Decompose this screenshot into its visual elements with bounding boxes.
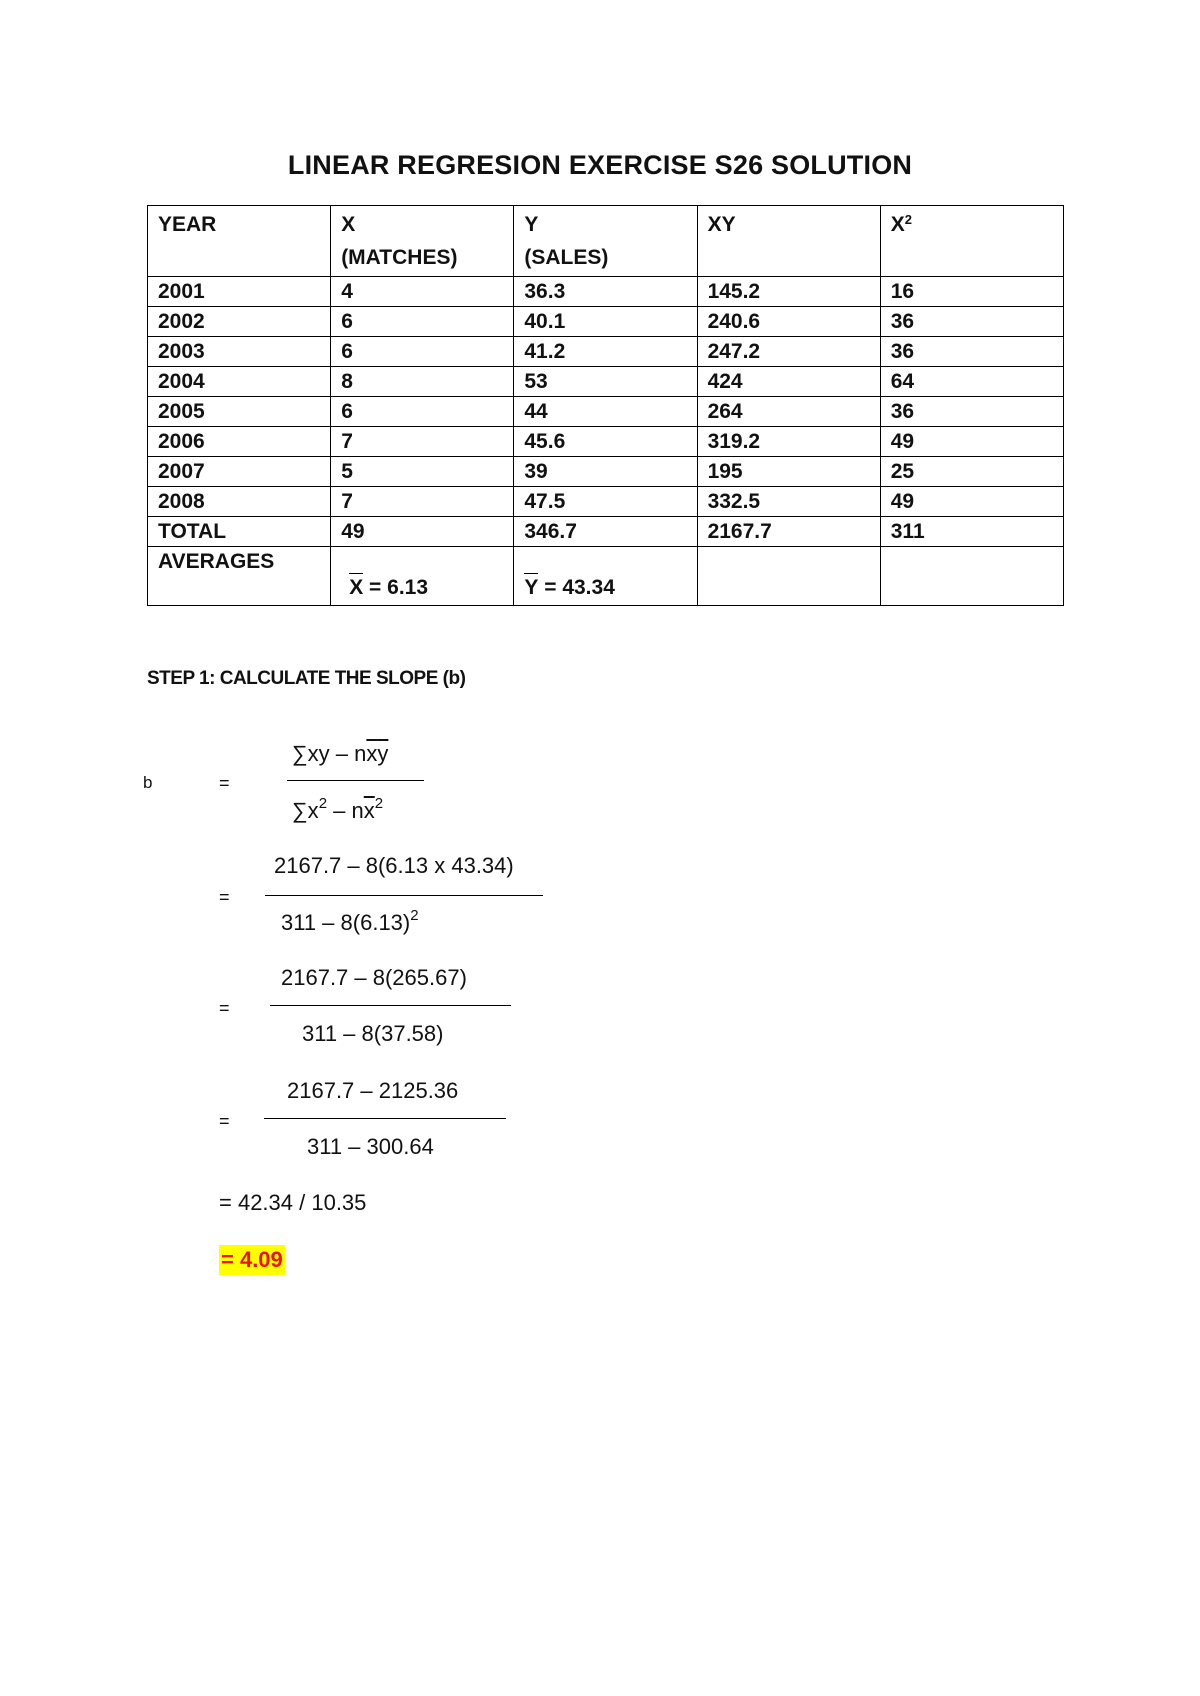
cell-x: 7	[331, 487, 514, 517]
equals-sign-0: =	[219, 773, 230, 793]
cell-x: 6	[331, 307, 514, 337]
cell-x: 5	[331, 457, 514, 487]
header-xy: XY	[697, 206, 880, 277]
x-bar-symbol: X	[349, 576, 364, 599]
cell-year: 2002	[148, 307, 331, 337]
line2-numerator: 2167.7 – 8(265.67)	[281, 965, 467, 990]
cell-x2: 16	[880, 277, 1063, 307]
average-x: X = 6.13	[331, 547, 514, 606]
header-y: Y (SALES)	[514, 206, 697, 277]
table-row	[148, 307, 1064, 337]
total-xy: 2167.7	[697, 517, 880, 547]
cell-y: 39	[514, 457, 697, 487]
line3-numerator: 2167.7 – 2125.36	[287, 1078, 459, 1103]
regression-table	[147, 205, 1064, 606]
line1-denominator: $311 - 8(6.13)^2$	[281, 907, 419, 935]
total-x-squared: 311	[880, 517, 1063, 547]
cell-year: 2001	[148, 277, 331, 307]
cell-y: 45.6	[514, 427, 697, 457]
cell-x2: 64	[880, 367, 1063, 397]
cell-xy: 247.2	[697, 337, 880, 367]
table-row	[148, 367, 1064, 397]
cell-y: 47.5	[514, 487, 697, 517]
cell-x: 4	[331, 277, 514, 307]
cell-y: 40.1	[514, 307, 697, 337]
cell-x2: 25	[880, 457, 1063, 487]
formula-numerator: $\sum xy - n\overline{x}\overline{y}$	[292, 741, 389, 766]
total-label: TOTAL	[148, 517, 331, 547]
average-x2-empty	[880, 547, 1063, 606]
cell-x2: 36	[880, 337, 1063, 367]
table-row	[148, 427, 1064, 457]
total-x: 49	[331, 517, 514, 547]
cell-x2: 49	[880, 427, 1063, 457]
cell-x: 6	[331, 337, 514, 367]
table-row	[148, 337, 1064, 367]
table-row	[148, 487, 1064, 517]
cell-xy: 195	[697, 457, 880, 487]
header-x: X (MATCHES)	[331, 206, 514, 277]
table-row	[148, 277, 1064, 307]
header-year: YEAR	[148, 206, 331, 277]
cell-x: 7	[331, 427, 514, 457]
average-y: Y = 43.34	[514, 547, 697, 606]
table-header-row	[148, 206, 1064, 277]
equals-sign-2: =	[219, 998, 230, 1018]
average-xy-empty	[697, 547, 880, 606]
total-y: 346.7	[514, 517, 697, 547]
cell-year: 2005	[148, 397, 331, 427]
line2-fraction-line	[270, 1005, 511, 1006]
document-title: LINEAR REGRESION EXERCISE S26 SOLUTION	[287, 150, 913, 180]
division-line: = 42.34 / 10.35	[219, 1190, 367, 1215]
cell-xy: 319.2	[697, 427, 880, 457]
line3-fraction-line	[264, 1118, 506, 1119]
cell-y: 53	[514, 367, 697, 397]
equals-sign-1: =	[219, 887, 230, 907]
line2-denominator: 311 – 8(37.58)	[302, 1021, 444, 1046]
formula-denominator: $\sum x^2 - n\overline{x}^2$	[292, 795, 384, 823]
total-row	[148, 517, 1064, 547]
table-row	[148, 397, 1064, 427]
cell-year: 2003	[148, 337, 331, 367]
cell-x2: 36	[880, 307, 1063, 337]
cell-y: 41.2	[514, 337, 697, 367]
cell-xy: 240.6	[697, 307, 880, 337]
equals-sign-3: =	[219, 1111, 230, 1131]
cell-x2: 49	[880, 487, 1063, 517]
cell-x2: 36	[880, 397, 1063, 427]
cell-xy: 264	[697, 397, 880, 427]
header-x-squared: $X^2$	[880, 206, 1063, 277]
table-row	[148, 457, 1064, 487]
line1-numerator: 2167.7 – 8(6.13 x 43.34)	[274, 853, 514, 878]
y-bar-symbol: Y	[524, 576, 539, 599]
formula-fraction-line	[287, 780, 424, 781]
cell-x: 6	[331, 397, 514, 427]
cell-y: 44	[514, 397, 697, 427]
cell-year: 2004	[148, 367, 331, 397]
cell-xy: 424	[697, 367, 880, 397]
cell-x: 8	[331, 367, 514, 397]
cell-y: 36.3	[514, 277, 697, 307]
line3-denominator: 311 – 300.64	[307, 1134, 434, 1159]
line1-fraction-line	[265, 895, 543, 896]
b-label: b	[143, 773, 153, 792]
cell-year: 2006	[148, 427, 331, 457]
cell-year: 2007	[148, 457, 331, 487]
averages-label: AVERAGES	[148, 547, 331, 606]
slope-result: = 4.09	[219, 1245, 285, 1275]
cell-xy: 145.2	[697, 277, 880, 307]
cell-year: 2008	[148, 487, 331, 517]
cell-xy: 332.5	[697, 487, 880, 517]
step1-heading: STEP 1: CALCULATE THE SLOPE (b)	[147, 668, 466, 689]
averages-row	[148, 547, 1064, 606]
